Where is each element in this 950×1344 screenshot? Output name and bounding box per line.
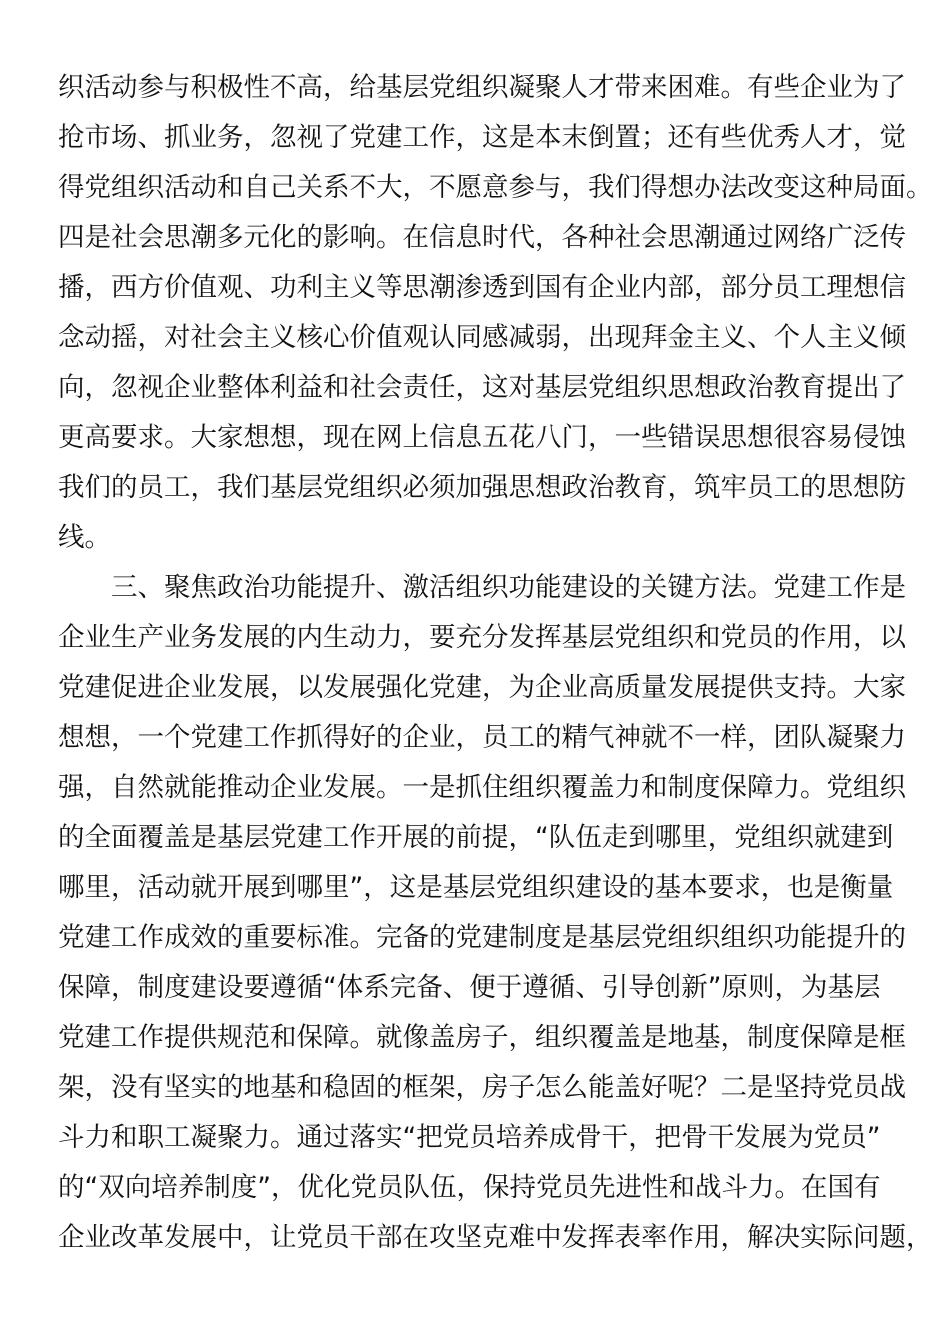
text-line: 播，西方价值观、功利主义等思潮渗透到国有企业内部，部分员工理想信: [58, 272, 906, 303]
text-line: 念动摇，对社会主义核心价值观认同感减弱，出现拜金主义、个人主义倾: [58, 322, 906, 353]
text-line: 的全面覆盖是基层党建工作开展的前提，“队伍走到哪里，党组织就建到: [58, 822, 894, 853]
text-line: 党建促进企业发展，以发展强化党建，为企业高质量发展提供支持。大家: [58, 672, 906, 703]
text-line: 架，没有坚实的地基和稳固的框架，房子怎么能盖好呢？二是坚持党员战: [58, 1072, 906, 1103]
text-line: 企业生产业务发展的内生动力，要充分发挥基层党组织和党员的作用，以: [58, 622, 906, 653]
text-line: 我们的员工，我们基层党组织必须加强思想政治教育，筑牢员工的思想防: [58, 472, 906, 503]
text-line: 线。: [58, 522, 111, 553]
text-line: 想想，一个党建工作抓得好的企业，员工的精气神就不一样，团队凝聚力: [58, 722, 906, 753]
text-line: 强，自然就能推动企业发展。一是抓住组织覆盖力和制度保障力。党组织: [58, 772, 906, 803]
text-line: 四是社会思潮多元化的影响。在信息时代，各种社会思潮通过网络广泛传: [58, 222, 906, 253]
text-line: 织活动参与积极性不高，给基层党组织凝聚人才带来困难。有些企业为了: [58, 72, 906, 103]
text-line: 抢市场、抓业务，忽视了党建工作，这是本末倒置；还有些优秀人才，觉: [58, 122, 906, 153]
text-line: 党建工作提供规范和保障。就像盖房子，组织覆盖是地基，制度保障是框: [58, 1022, 906, 1053]
text-line: 更高要求。大家想想，现在网上信息五花八门，一些错误思想很容易侵蚀: [58, 422, 906, 453]
text-line: 的“双向培养制度”，优化党员队伍，保持党员先进性和战斗力。在国有: [58, 1172, 881, 1203]
paragraph-continued: [58, 63, 933, 563]
section-heading-line: 三、聚焦政治功能提升、激活组织功能建设的关键方法。党建工作是: [111, 572, 906, 603]
paragraph-section-three: [58, 563, 933, 1263]
text-line: 向，忽视企业整体利益和社会责任，这对基层党组织思想政治教育提出了: [58, 372, 906, 403]
text-line: 哪里，活动就开展到哪里”，这是基层党组织建设的基本要求，也是衡量: [58, 872, 894, 903]
text-line: 斗力和职工凝聚力。通过落实“把党员培养成骨干，把骨干发展为党员”: [58, 1122, 881, 1153]
text-line: 保障，制度建设要遵循“体系完备、便于遵循、引导创新”原则，为基层: [58, 972, 881, 1003]
text-line: 企业改革发展中，让党员干部在攻坚克难中发挥表率作用，解决实际问题，: [58, 1222, 933, 1253]
text-line: 得党组织活动和自己关系不大，不愿意参与，我们得想办法改变这种局面。: [58, 172, 933, 203]
text-line: 党建工作成效的重要标准。完备的党建制度是基层党组织组织功能提升的: [58, 922, 906, 953]
